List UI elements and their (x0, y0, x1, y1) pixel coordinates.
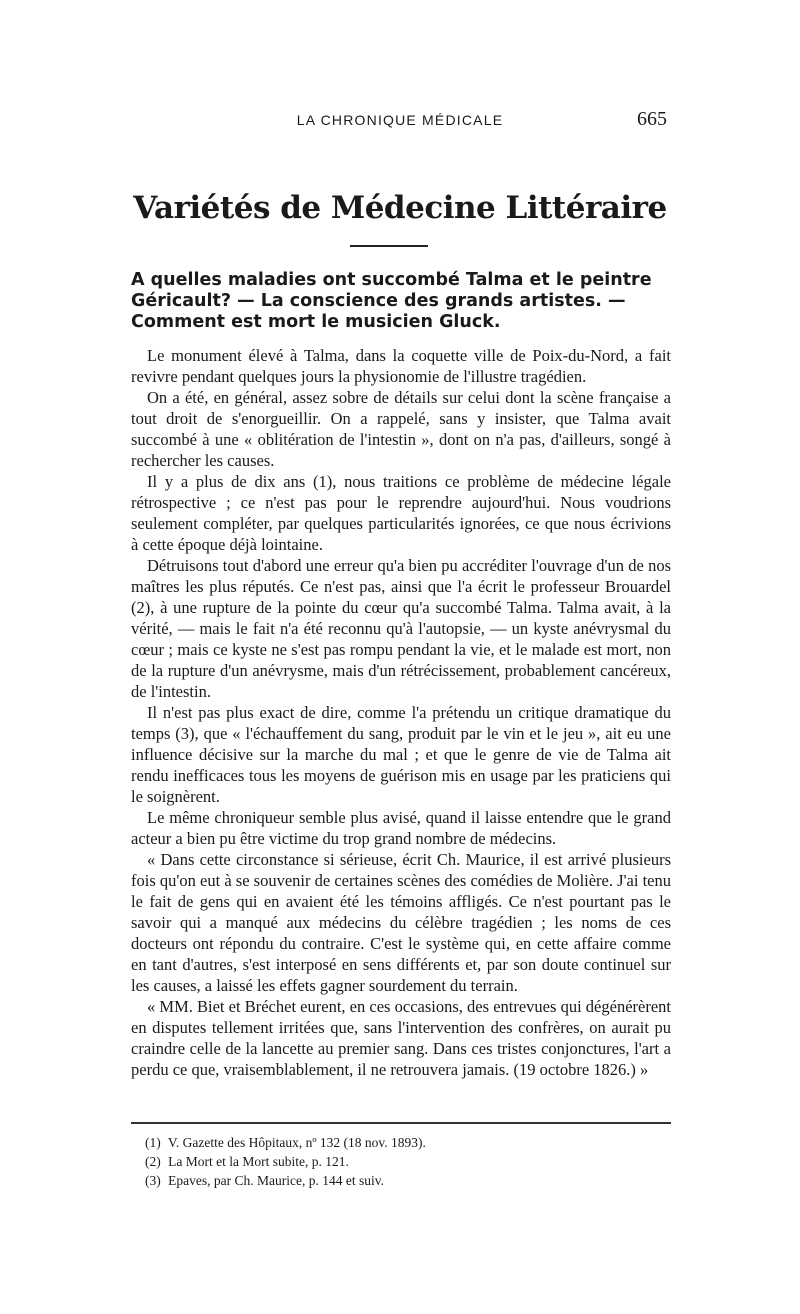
title-rule (350, 245, 428, 247)
footnote-text: V. Gazette des Hôpitaux, nº 132 (18 nov. 1893). (167, 1135, 426, 1150)
body-paragraph: On a été, en général, assez sobre de détails sur celui dont la scène française a tout droit de s'enorgueillir. On a rappelé, sans y insister, que Talma avait succombé à une « oblitération de l'intestin », dont on n'a pas, d'ailleurs, songé à rechercher les causes. (131, 388, 671, 470)
article-heading-line: Géricault? — La conscience des grands artistes. — (131, 291, 626, 311)
article-heading-line: Comment est mort le musicien Gluck. (131, 312, 501, 332)
article-heading-line: A quelles maladies ont succombé Talma et le peintre (131, 270, 652, 290)
footnote-number: (3) (145, 1173, 161, 1188)
body-paragraph: Le monument élevé à Talma, dans la coquette ville de Poix-du-Nord, a fait revivre pendant quelques jours la physionomie de l'illustre tragédien. (131, 346, 671, 386)
footnote-rule (131, 1122, 671, 1124)
footnote-number: (1) (145, 1135, 161, 1150)
section-title: Variétés de Médecine Littéraire (133, 190, 667, 226)
body-paragraph: Détruisons tout d'abord une erreur qu'a bien pu accréditer l'ouvrage d'un de nos maîtres les plus réputés. Ce n'est pas, ainsi que l'a écrit le professeur Brouardel (2), à une rupture de la pointe du cœur qu'a succombé Talma. Talma avait, à la vérité, — mais le fait n'a été reconnu qu'à l'autopsie, — un kyste anévrysmal du cœur ; mais ce kyste ne s'est pas rompu pendant la vie, et le malade est mort, non de la rupture d'un anévrysme, mais d'un rétrécissement, probablement cancéreux, de l'intestin. (131, 556, 671, 701)
footnote (145, 1152, 665, 1171)
article-body (131, 345, 671, 1080)
footnote-number: (2) (145, 1154, 161, 1169)
body-paragraph: « Dans cette circonstance si sérieuse, écrit Ch. Maurice, il est arrivé plusieurs fois qu'on eut à se souvenir de certaines scènes des comédies de Molière. J'ai tenu le fait de gens qui en avaient été les témoins affligés. Ce n'est pourtant pas le savoir qui a manqué aux médecins du célèbre tragédien ; les noms de ces docteurs ont répondu du contraire. C'est le système qui, en cette affaire comme en tant d'autres, s'est interposé en sens différents et, par son doute continuel sur les causes, a laissé les effets gagner sourdement du terrain. (131, 850, 671, 995)
journal-title: LA CHRONIQUE MÉDICALE (296, 112, 504, 128)
footnotes (145, 1133, 665, 1190)
body-paragraph: Il y a plus de dix ans (1), nous traitions ce problème de médecine légale rétrospective ; ce n'est pas pour le reprendre aujourd'hui. Nous voudrions seulement compléter, par quelques particularités ignorées, ce que nous écrivions à cette époque déjà lointaine. (131, 472, 671, 554)
footnote (145, 1171, 665, 1190)
running-head (0, 108, 800, 138)
body-paragraph: Le même chroniqueur semble plus avisé, quand il laisse entendre que le grand acteur a bien pu être victime du trop grand nombre de médecins. (131, 808, 671, 848)
footnote-text: La Mort et la Mort subite, p. 121. (168, 1154, 349, 1169)
article-heading (131, 270, 676, 333)
page-number: 665 (637, 108, 667, 130)
body-paragraph: Il n'est pas plus exact de dire, comme l'a prétendu un critique dramatique du temps (3), que « l'échauffement du sang, produit par le vin et le jeu », ait eu une influence décisive sur la marche du mal ; et que le genre de vie de Talma ait rendu inefficaces tous les moyens de guérison mis en usage par les praticiens qui le soignèrent. (131, 703, 671, 806)
body-paragraph: « MM. Biet et Bréchet eurent, en ces occasions, des entrevues qui dégénérèrent en disputes tellement irritées que, sans l'intervention des confrères, on aurait pu craindre celle de la lancette au premier sang. Dans ces tristes conjonctures, l'art a perdu ce que, vraisemblablement, il ne retrouvera jamais. (19 octobre 1826.) » (131, 997, 671, 1079)
footnote (145, 1133, 665, 1152)
footnote-text: Epaves, par Ch. Maurice, p. 144 et suiv. (168, 1173, 384, 1188)
